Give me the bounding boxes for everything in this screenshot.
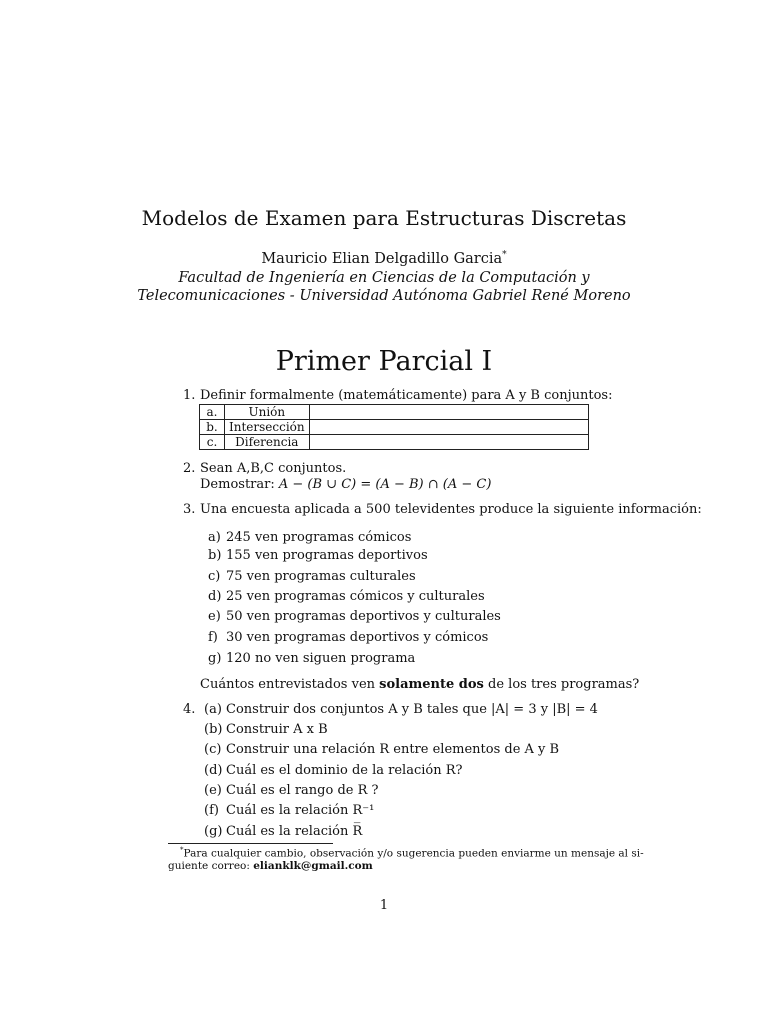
- footnote-line-2: [168, 860, 373, 872]
- row-definition: [309, 420, 588, 435]
- footnote-mark: *: [180, 846, 184, 854]
- page-number: 1: [379, 898, 389, 913]
- affiliation-line-1: Facultad de Ingeniería en Ciencias de la Computación y: [178, 270, 590, 286]
- list-item: 75 ven programas culturales: [226, 569, 416, 584]
- author-footnote-mark: *: [502, 250, 507, 260]
- list-item-label: (d): [204, 763, 223, 778]
- footnote-line-1: [180, 846, 644, 860]
- row-definition: [309, 435, 588, 450]
- author-name: Mauricio Elian Delgadillo Garcia: [261, 250, 503, 267]
- footnote-rule: [168, 843, 333, 844]
- list-item-label: f): [208, 630, 218, 645]
- list-item-label: d): [208, 589, 222, 604]
- question-3-text: Una encuesta aplicada a 500 televidentes produce la siguiente información:: [200, 502, 702, 517]
- prompt-pre: Cuántos entrevistados ven: [200, 677, 376, 692]
- list-item: 245 ven programas cómicos: [226, 530, 412, 545]
- question-1-text: Definir formalmente (matemáticamente) para A y B conjuntos:: [200, 388, 613, 403]
- question-1-number: 1.: [183, 388, 196, 403]
- list-item-label: (g): [204, 824, 223, 839]
- footnote-text-2: guiente correo:: [168, 860, 250, 872]
- section-title: Primer Parcial I: [275, 346, 493, 377]
- list-item: Cuál es la relación R̅: [226, 824, 363, 839]
- author-line: [0, 250, 768, 267]
- list-item: 25 ven programas cómicos y culturales: [226, 589, 485, 604]
- affiliation-line-2: Telecomunicaciones - Universidad Autónoma Gabriel René Moreno: [137, 288, 631, 304]
- table-row: [200, 405, 589, 420]
- list-item: Construir A x B: [226, 722, 328, 737]
- list-item: Construir una relación R entre elementos de A y B: [226, 742, 560, 757]
- row-letter: a.: [200, 405, 225, 420]
- table-row: [200, 420, 589, 435]
- demo-formula: A − (B ∪ C) = (A − B) ∩ (A − C): [278, 477, 492, 492]
- list-item: 50 ven programas deportivos y culturales: [226, 609, 501, 624]
- definitions-table: [199, 404, 589, 450]
- table-row: [200, 435, 589, 450]
- document-title: Modelos de Examen para Estructuras Discretas: [141, 206, 627, 230]
- question-3-number: 3.: [183, 502, 196, 517]
- list-item-label: (e): [204, 783, 222, 798]
- question-2-number: 2.: [183, 461, 196, 476]
- row-term: Intersección: [225, 420, 310, 435]
- footnote-text: Para cualquier cambio, observación y/o sugerencia pueden enviarme un mensaje al si-: [183, 847, 644, 860]
- list-item-label: e): [208, 609, 221, 624]
- list-item: Cuál es el dominio de la relación R?: [226, 763, 463, 778]
- list-item: 30 ven programas deportivos y cómicos: [226, 630, 489, 645]
- list-item-label: (b): [204, 722, 223, 737]
- row-term: Unión: [225, 405, 310, 420]
- demo-label: Demostrar:: [200, 477, 275, 492]
- list-item-label: (a): [204, 702, 222, 717]
- list-item: Construir dos conjuntos A y B tales que |A| = 3 y |B| = 4: [226, 702, 598, 717]
- list-item: 120 no ven siguen programa: [226, 651, 416, 666]
- list-item-label: g): [208, 651, 222, 666]
- row-letter: b.: [200, 420, 225, 435]
- question-4-number: 4.: [183, 702, 196, 717]
- prompt-emphasis: solamente dos: [379, 677, 484, 692]
- list-item-label: a): [208, 530, 221, 545]
- question-2-demo: [200, 477, 491, 492]
- list-item-label: b): [208, 548, 222, 563]
- list-item: Cuál es el rango de R ?: [226, 783, 379, 798]
- list-item-label: (c): [204, 742, 222, 757]
- row-term: Diferencia: [225, 435, 310, 450]
- row-letter: c.: [200, 435, 225, 450]
- question-2-text: Sean A,B,C conjuntos.: [200, 461, 347, 476]
- list-item: 155 ven programas deportivos: [226, 548, 428, 563]
- footnote-email-link[interactable]: elianklk@gmail.com: [253, 860, 373, 872]
- list-item: Cuál es la relación R⁻¹: [226, 803, 375, 818]
- prompt-post: de los tres programas?: [488, 677, 640, 692]
- question-3-prompt: [200, 677, 639, 692]
- list-item-label: c): [208, 569, 221, 584]
- row-definition: [309, 405, 588, 420]
- list-item-label: (f): [204, 803, 219, 818]
